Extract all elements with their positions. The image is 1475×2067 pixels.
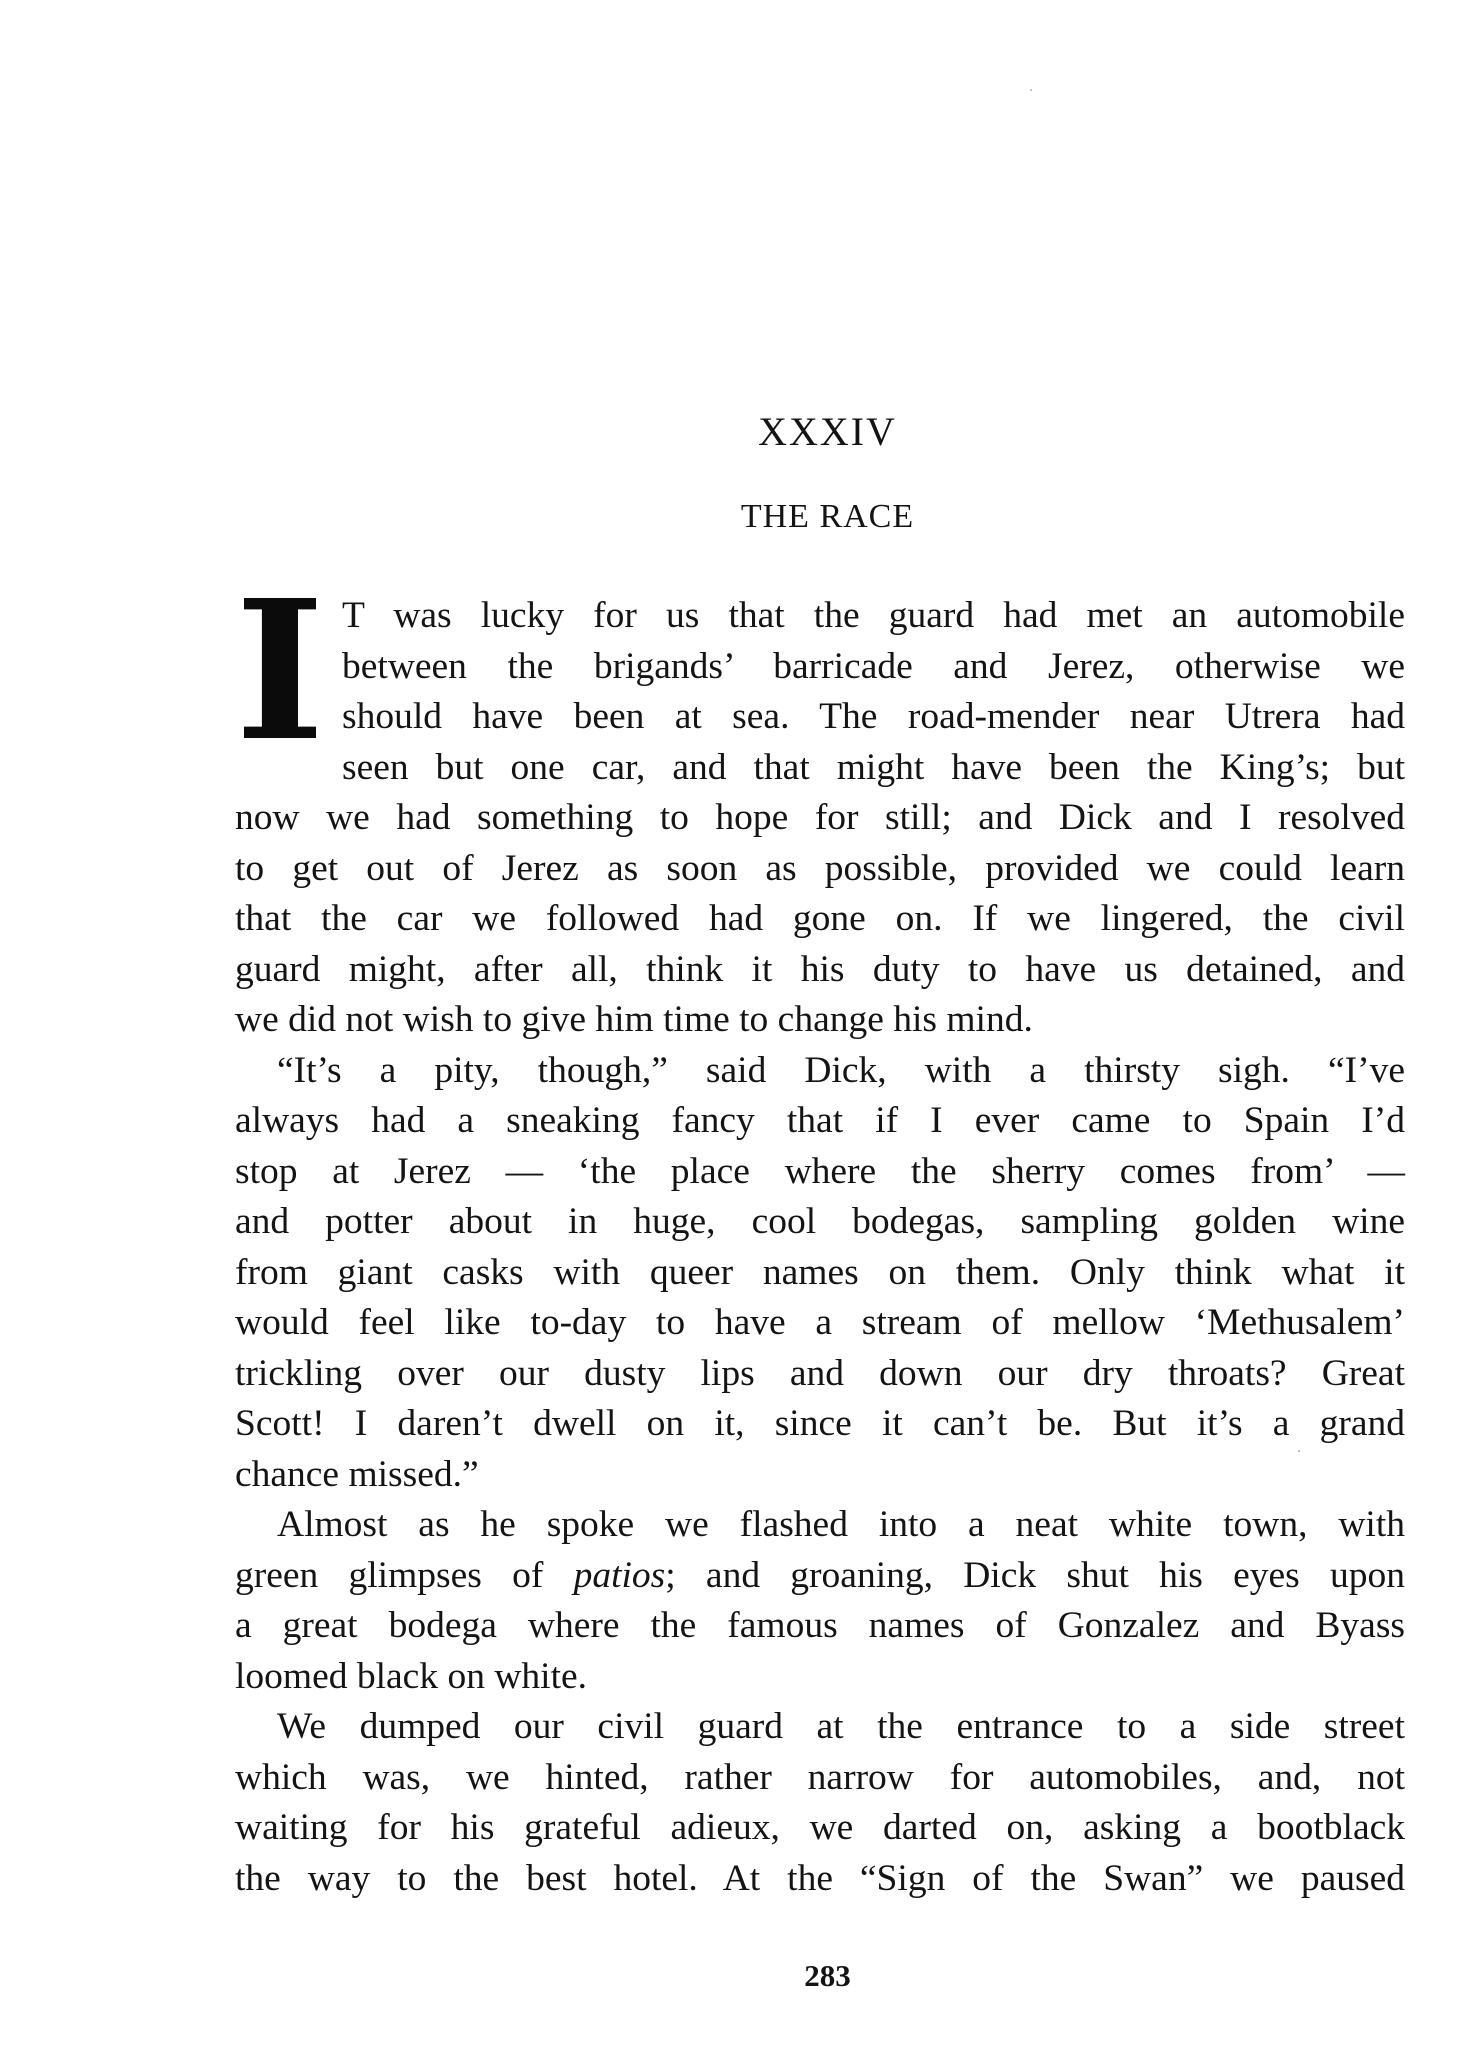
italic-word: patios: [573, 1554, 666, 1596]
chapter-number: XXXIV: [758, 409, 897, 454]
scan-speck: [1030, 89, 1032, 91]
text-line: Scott! I daren’t dwell on it, since it can’t be. But it’s a grand: [235, 1403, 1405, 1444]
paragraph-1: [235, 559, 1405, 1046]
text-line: stop at Jerez — ‘the place where the sherry comes from’ —: [235, 1150, 1405, 1192]
text-line: chance missed.”: [235, 1453, 479, 1495]
text-line: which was, we hinted, rather narrow for automobiles, and, not: [235, 1756, 1405, 1798]
text-line: Almost as he spoke we flashed into a neat white town, with: [277, 1504, 1405, 1545]
text-line: should have been at sea. The road-mender near Utrera had: [342, 696, 1405, 737]
text-line: always had a sneaking fancy that if I ever came to Spain I’d: [235, 1100, 1405, 1141]
text-line: the way to the best hotel. At the “Sign of the Swan” we paused: [235, 1857, 1405, 1899]
text-line: from giant casks with queer names on them. Only think what it: [235, 1251, 1405, 1293]
text-line: that the car we followed had gone on. If we lingered, the civil: [235, 898, 1405, 939]
text-fragment: green glimpses of: [235, 1554, 574, 1596]
paragraph-2: [235, 1046, 1405, 1501]
text-line: We dumped our civil guard at the entrance to a side street: [277, 1706, 1405, 1747]
paragraph-4: [235, 1702, 1405, 1904]
text-line: and potter about in huge, cool bodegas, sampling golden wine: [235, 1201, 1405, 1242]
text-line: to get out of Jerez as soon as possible, provided we could learn: [235, 847, 1405, 889]
drop-cap: I: [235, 559, 325, 784]
text-line: trickling over our dusty lips and down our dry throats? Great: [235, 1352, 1405, 1394]
text-line: would feel like to-day to have a stream of mellow ‘Methusalem’: [235, 1302, 1405, 1343]
text-line: waiting for his grateful adieux, we darted on, asking a bootblack: [235, 1807, 1405, 1848]
text-line: seen but one car, and that might have been the King’s; but: [342, 746, 1405, 788]
text-fragment: ; and groaning, Dick shut his eyes upon: [665, 1554, 1405, 1596]
text-line: “It’s a pity, though,” said Dick, with a thirsty sigh. “I’ve: [277, 1049, 1405, 1091]
text-line: guard might, after all, think it his duty to have us detained, and: [235, 948, 1405, 990]
page-number: 283: [804, 1958, 851, 1993]
chapter-title: THE RACE: [740, 498, 915, 535]
text-line: now we had something to hope for still; and Dick and I resolved: [235, 797, 1405, 838]
text-line: a great bodega where the famous names of Gonzalez and Byass: [235, 1605, 1405, 1646]
text-line: loomed black on white.: [235, 1655, 588, 1697]
paragraph-3: [235, 1500, 1405, 1702]
text-line: we did not wish to give him time to change his mind.: [235, 999, 1033, 1040]
text-line: between the brigands’ barricade and Jerez, otherwise we: [342, 645, 1405, 687]
text-line-with-italic: [235, 1551, 1405, 1602]
chapter-body: [235, 559, 1405, 1904]
text-line: T was lucky for us that the guard had met an automobile: [342, 595, 1405, 636]
